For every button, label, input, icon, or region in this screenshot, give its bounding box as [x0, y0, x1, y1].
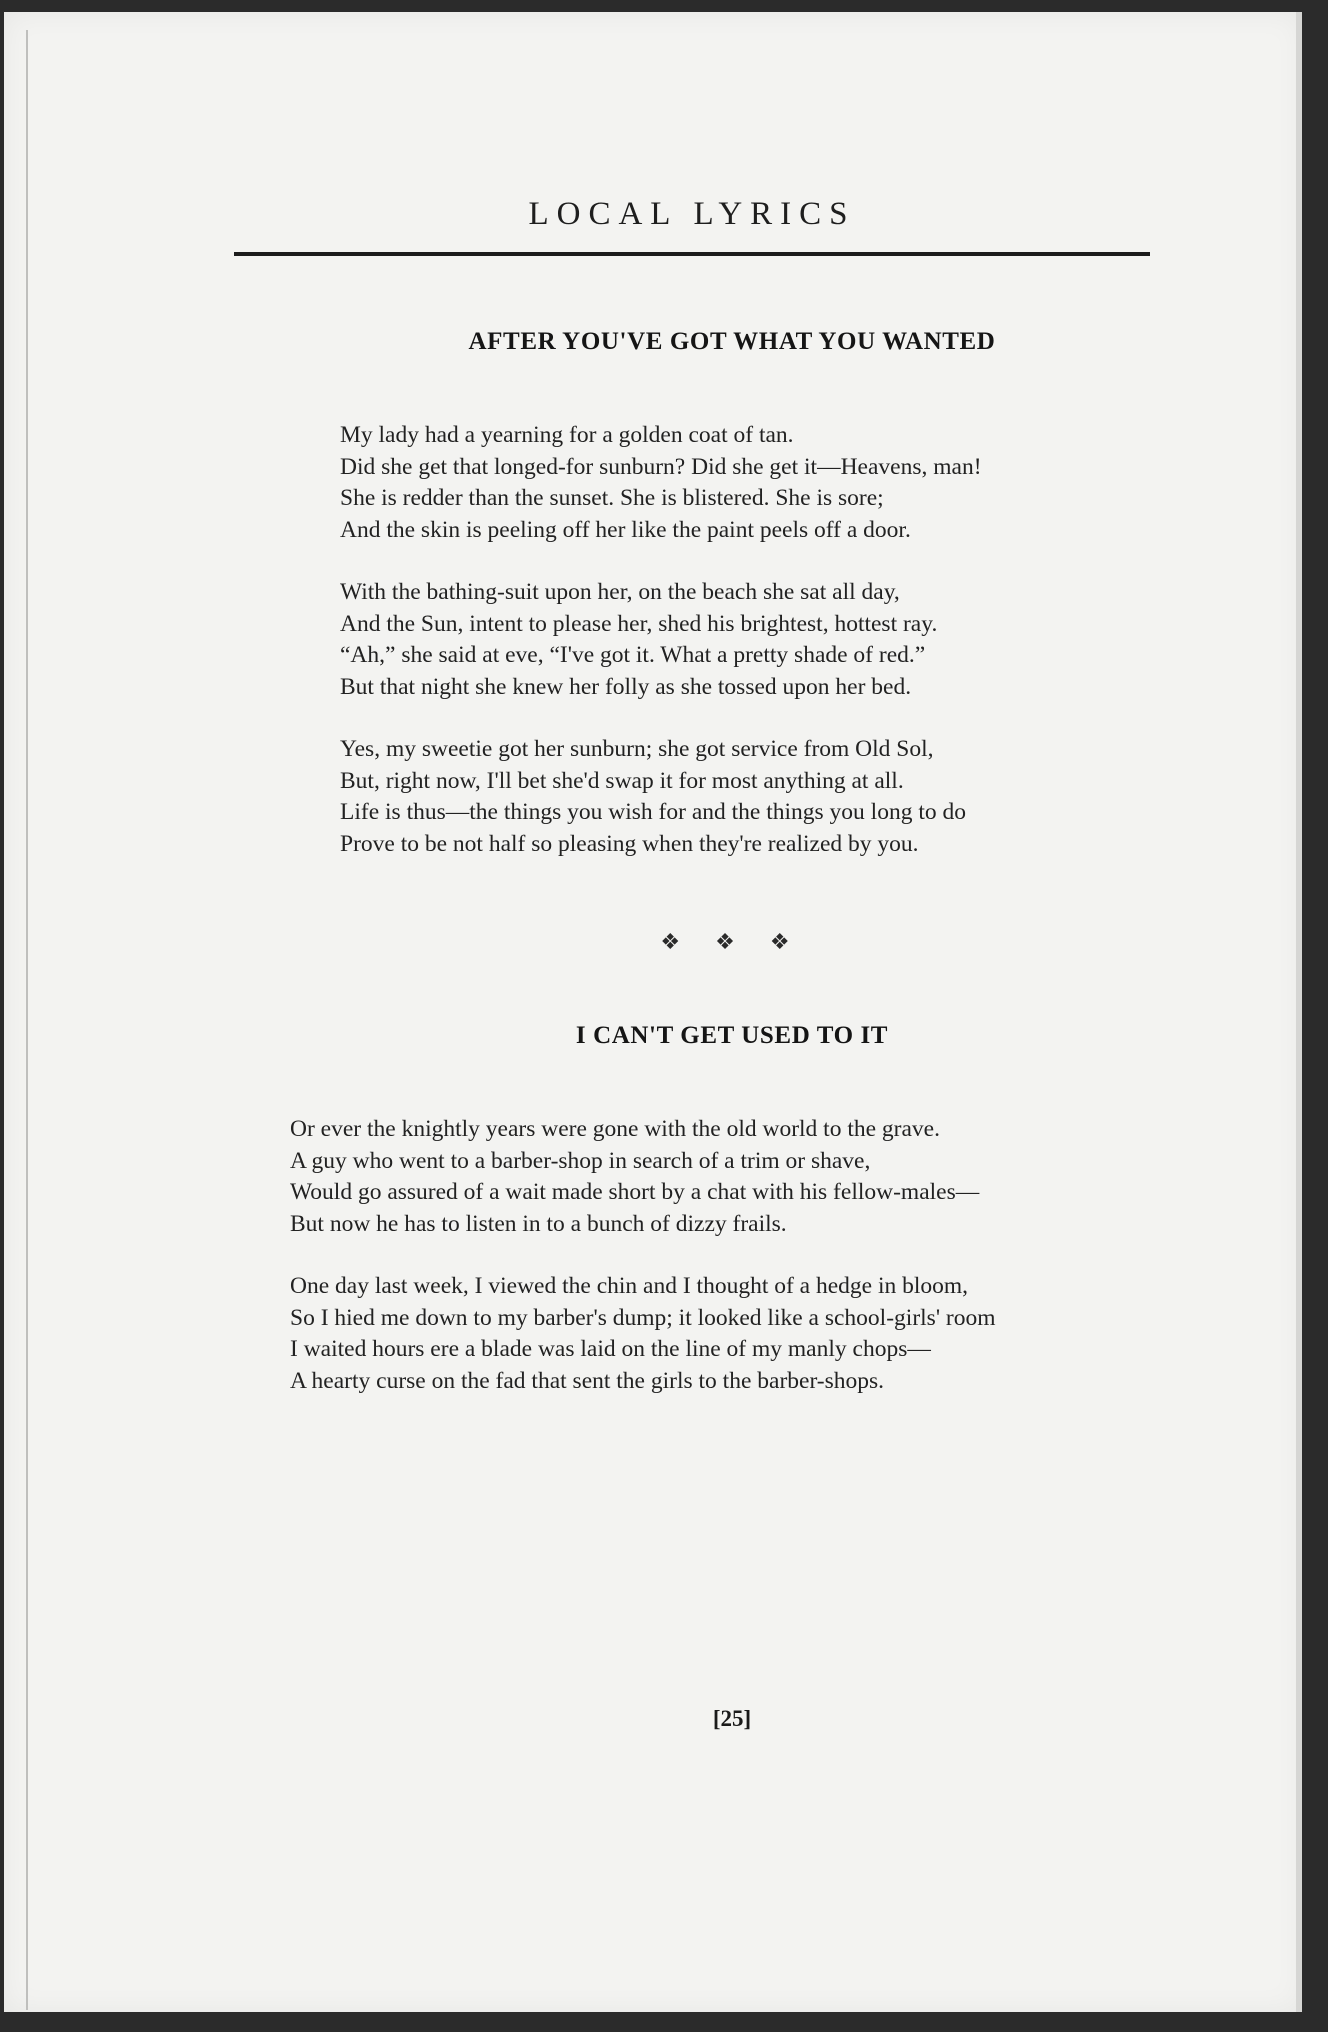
- gutter-line: [26, 30, 28, 2010]
- running-head: LOCAL LYRICS: [528, 196, 856, 232]
- verse-line: But now he has to listen in to a bunch of dizzy frails.: [290, 1210, 787, 1237]
- head-rule: [234, 252, 1150, 256]
- verse-line: Yes, my sweetie got her sunburn; she got service from Old Sol,: [340, 736, 934, 762]
- verse-line: I waited hours ere a blade was laid on the line of my manly chops—: [290, 1336, 931, 1362]
- stanza: [340, 734, 982, 860]
- stanza: [340, 577, 982, 703]
- page-number: [25]: [712, 1706, 752, 1731]
- verse-line: A guy who went to a barber-shop in search of a trim or shave,: [290, 1147, 871, 1174]
- stanza: [340, 420, 982, 546]
- verse-line: So I hied me down to my barber's dump; it looked like a school-girls' room: [290, 1304, 996, 1331]
- verse-line: And the skin is peeling off her like the paint peels off a door.: [340, 516, 911, 543]
- verse-line: My lady had a yearning for a golden coat of tan.: [340, 422, 794, 448]
- poem-title: I CAN'T GET USED TO IT: [575, 1022, 889, 1049]
- verse-line: “Ah,” she said at eve, “I've got it. What a pretty shade of red.”: [340, 642, 926, 668]
- verse-line: Would go assured of a wait made short by a chat with his fellow-males—: [290, 1179, 980, 1205]
- verse-line: A hearty curse on the fad that sent the girls to the barber-shops.: [290, 1367, 885, 1394]
- poem-body: [340, 420, 982, 891]
- page-edge: [1296, 12, 1302, 2012]
- verse-line: Life is thus—the things you wish for and the things you long to do: [340, 799, 966, 825]
- verse-line: With the bathing-suit upon her, on the beach she sat all day,: [340, 579, 900, 605]
- verse-line: Did she get that longed-for sunburn? Did she get it—Heavens, man!: [340, 453, 982, 480]
- verse-line: She is redder than the sunset. She is blistered. She is sore;: [340, 485, 884, 511]
- verse-line: But, right now, I'll bet she'd swap it for most anything at all.: [340, 767, 904, 794]
- poem-title: AFTER YOU'VE GOT WHAT YOU WANTED: [468, 328, 996, 355]
- verse-line: Prove to be not half so pleasing when they're realized by you.: [340, 830, 919, 857]
- stanza: [290, 1114, 996, 1240]
- verse-line: And the Sun, intent to please her, shed his brightest, hottest ray.: [340, 610, 938, 637]
- verse-line: One day last week, I viewed the chin and I thought of a hedge in bloom,: [290, 1273, 969, 1299]
- section-ornament: ❖ ❖ ❖: [660, 930, 804, 955]
- verse-line: Or ever the knightly years were gone with the old world to the grave.: [290, 1116, 940, 1142]
- stanza: [290, 1271, 996, 1397]
- verse-line: But that night she knew her folly as she tossed upon her bed.: [340, 673, 912, 700]
- poem-body: [290, 1114, 996, 1428]
